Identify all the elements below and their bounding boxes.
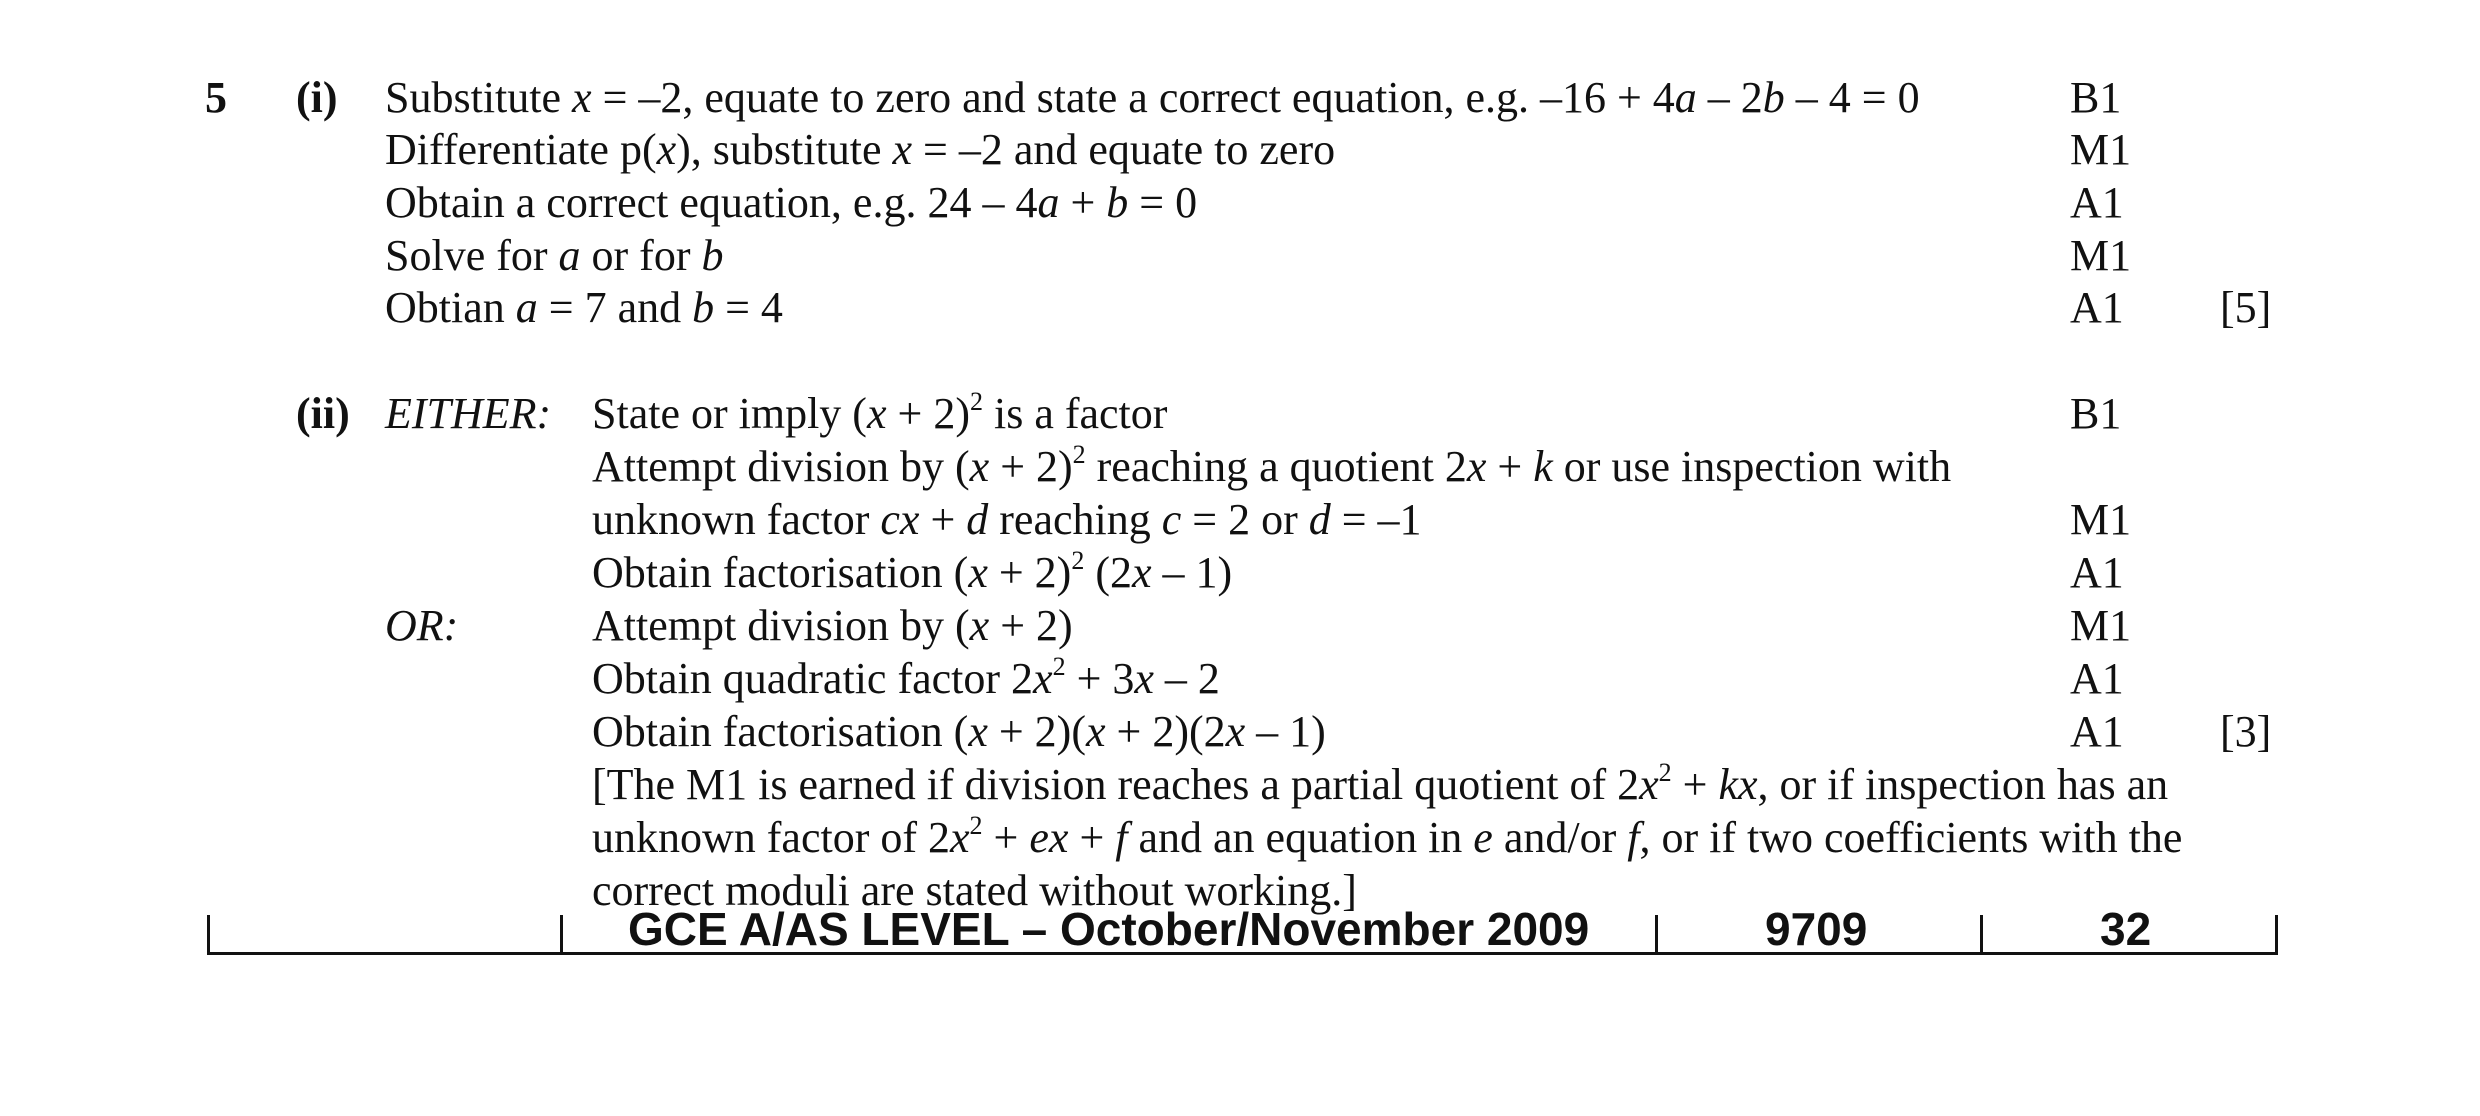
part-i-step-5: Obtian a = 7 and b = 4 <box>385 283 783 332</box>
footer-divider <box>1655 915 1658 955</box>
part-i-step-1: Substitute x = –2, equate to zero and state a correct equation, e.g. –16 + 4a – 2b – 4 = 0 <box>385 73 1920 122</box>
footer-title: GCE A/AS LEVEL – October/November 2009 <box>628 903 1590 955</box>
either-step-1: State or imply $(x + 2)^2$ is a factor <box>592 387 1168 438</box>
mark: M1 <box>2070 125 2132 174</box>
part-i-step-2: Differentiate p(x), substitute x = –2 and equate to zero <box>385 125 1336 174</box>
mark: B1 <box>2070 73 2122 122</box>
either-label: EITHER: <box>385 389 552 438</box>
part-ii-label: (ii) <box>296 389 350 438</box>
mark: A1 <box>2070 548 2124 597</box>
or-step-3: Obtain factorisation (x + 2)(x + 2)(2x – 1) <box>592 707 1326 756</box>
mark: M1 <box>2070 231 2132 280</box>
either-step-3: Obtain factorisation $(x + 2)^2$ (2x – 1) <box>592 546 1233 597</box>
mark: A1 <box>2070 178 2124 227</box>
mark: A1 <box>2070 707 2124 756</box>
part-ii-total: [3] <box>2220 707 2272 756</box>
mark: B1 <box>2070 389 2122 438</box>
either-step-2a: Attempt division by $(x + 2)^2$ reaching a quotient 2x + k or use inspection with <box>592 440 1952 491</box>
footer-divider <box>207 915 210 955</box>
mark: M1 <box>2070 601 2132 650</box>
note-line-3: correct moduli are stated without working.] <box>592 866 1357 915</box>
mark: A1 <box>2070 654 2124 703</box>
mark: M1 <box>2070 495 2132 544</box>
part-i-step-4: Solve for a or for b <box>385 231 724 280</box>
part-i-label: (i) <box>296 73 338 122</box>
note-line-2: unknown factor of $2x^2$ + ex + f and an equation in e and/or f, or if two coefficients with the <box>592 811 2183 862</box>
or-step-2: Obtain quadratic factor $2x^2 + 3x - 2$ <box>592 652 1220 703</box>
footer-divider <box>2275 915 2278 955</box>
question-number: 5 <box>205 73 227 122</box>
note-line-1: [The M1 is earned if division reaches a partial quotient of $2x^2$ + kx, or if inspection has an <box>592 758 2169 809</box>
footer-divider <box>560 915 563 955</box>
or-step-1: Attempt division by (x + 2) <box>592 601 1073 650</box>
footer-paper: 32 <box>2100 903 2152 955</box>
either-step-2b: unknown factor cx + d reaching c = 2 or d = –1 <box>592 495 1422 544</box>
part-i-step-3: Obtain a correct equation, e.g. 24 – 4a + b = 0 <box>385 178 1198 227</box>
footer-syllabus: 9709 <box>1765 903 1868 955</box>
mark: A1 <box>2070 283 2124 332</box>
or-label: OR: <box>385 601 459 650</box>
footer-divider <box>1980 915 1983 955</box>
part-i-total: [5] <box>2220 283 2272 332</box>
